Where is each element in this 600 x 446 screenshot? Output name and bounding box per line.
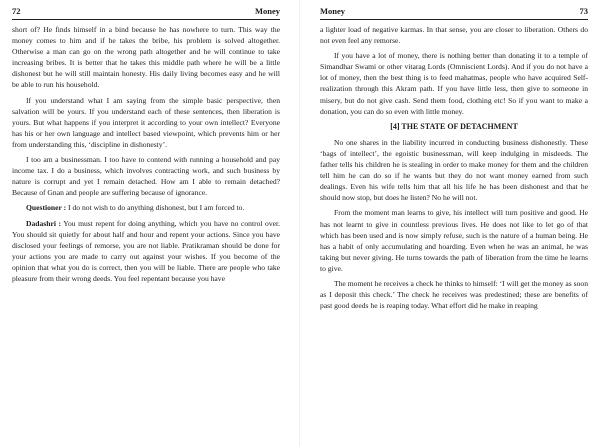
dadashri-label: Dadashri : (26, 218, 62, 228)
questioner-label: Questioner : (26, 203, 67, 213)
left-header (12, 6, 280, 20)
questioner-paragraph (12, 202, 280, 213)
questioner-text: I do not wish to do anything dishonest, but I am forced to. (66, 203, 245, 213)
paragraph: From the moment man learns to give, his intellect will turn positive and good. He has not learnt to give in countless previous lives. He does not like to let go of that which has been used and is now simply refuse, such is the nature of a human being. He has a habit of only accumulating and hoarding. Even when he was an animal, he was taking but never giving. He turns towards the path of liberation from the time he learns to give. (320, 208, 588, 273)
paragraph: No one shares in the liability incurred in conducting business dishonestly. These ‘bags of intellect’, the egoistic businessman, will keep indulging in misdeeds. The father tells his children he is stealing in order to make money for them and the children tell him he can do so if he wants but they do not want money earned from such dealings. Even his wife tells him that all his life he has been dishonest and that he should now stop, but does he listen? No he will not. (320, 137, 588, 203)
section-heading: [4] THE STATE OF DETACHMENT (390, 121, 518, 131)
dadashri-paragraph (12, 218, 280, 285)
dadashri-text: You must repent for doing anything, which you have no control over. You should sit quietly for about half and hour and repent your actions. Since you have disclosed your feelings of remorse, you are not liable. Pratikraman should be done for your actions you are made to carry out against your wishes. If you become of the opinion that what you do is correct, then you will be liable. There are people who take pleasure from their wrong deeds. You feel repentant because you have (12, 218, 280, 283)
paragraph: short of? He finds himself in a bind because he has nowhere to turn. This way the money comes to him and if he takes the bribe, his problem is solved altogether. Otherwise a man can go on the wrong path altogether and he will continue to take increasing bribes. It is better that he takes this middle path where he will be a little dishonest but he will still maintain honesty. His daily living becomes easy and he will be able to run his household. (12, 25, 280, 90)
paragraph: If you have a lot of money, there is nothing better than donating it to a temple of Simandhar Swami or other vitarag Lords (Omniscient Lords). And if you do not have a lot of money, then the best thing is to feed mahatmas, people who have acquired Self-realization through this Akram path. If you have little less, then give to someone in misery, but do not give cash. Send them food, clothing etc! So if you want to make a donation, you can do so even with little money. (320, 51, 588, 116)
paragraph: The moment he receives a check he thinks to himself: ‘I will get the money as soon as I deposit this check.’ The check he receives was predestined; these are benefits of past good deeds he is reaping today. What effort did he make in reaping (320, 278, 588, 311)
right-header (320, 6, 588, 20)
right-page-body (320, 24, 588, 315)
right-page (320, 0, 588, 446)
paragraph: If you understand what I am saying from the simple basic perspective, then salvation will be yours. If you understand each of these sentences, then liberation is yours. But what happens if you interpret it according to your own intellect? Everyone has his or her own language and intellect based viewpoint, which prevents him or her from understanding this, ‘discipline in dishonesty’. (12, 95, 280, 149)
left-page-number: 72 (12, 6, 21, 16)
right-page-number: 73 (579, 6, 588, 16)
left-page (12, 0, 280, 446)
left-running-title: Money (254, 6, 280, 16)
left-header-rule (12, 19, 280, 20)
paragraph: I too am a businessman. I too have to contend with running a household and pay income tax. I do a business, which involves contracting work, and such business by nature is corrupt and yet I remain detached. How am I able to remain detached? Because of Gnan and people are suffering because of ignorance. (12, 155, 280, 198)
gutter (299, 0, 300, 446)
right-running-title: Money (320, 6, 346, 16)
left-page-body (12, 24, 280, 288)
right-header-rule (320, 19, 588, 20)
paragraph: a lighter load of negative karmas. In that sense, you are closer to liberation. Others do not even feel any remorse. (320, 25, 588, 46)
